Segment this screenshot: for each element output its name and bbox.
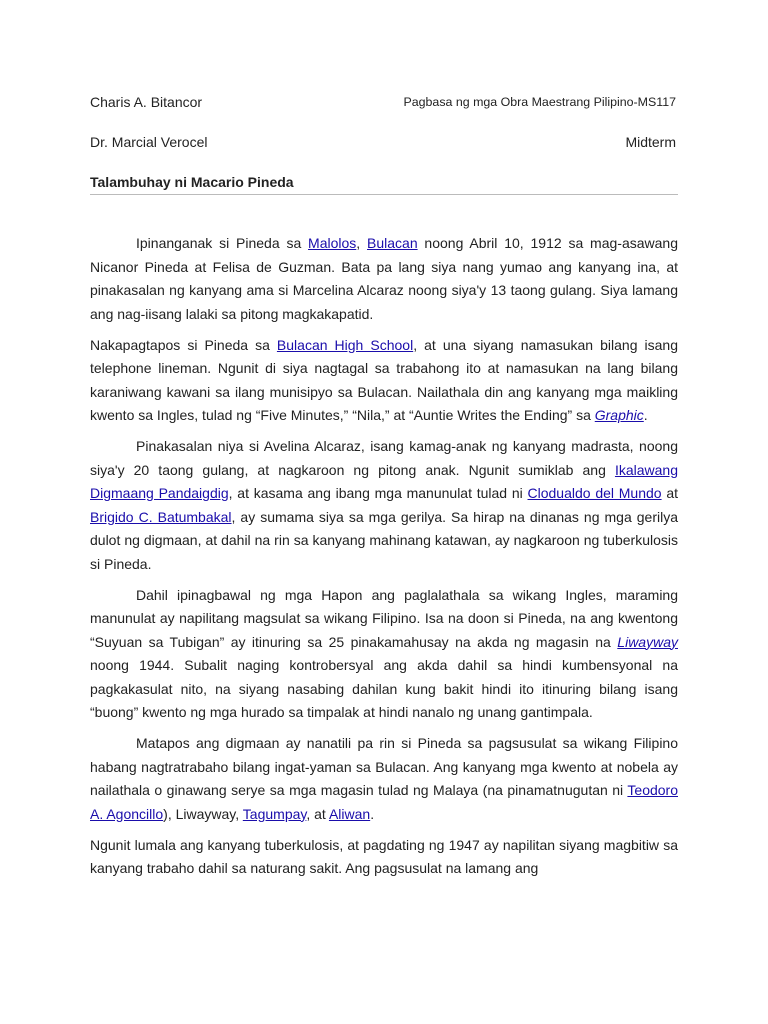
paragraph-text: ), Liwayway, xyxy=(163,805,243,822)
paragraph-text: . xyxy=(643,407,648,423)
inline-link[interactable]: Ikalawang Digmaang Pandaigdig xyxy=(90,461,678,501)
paragraph-text: at xyxy=(661,485,679,501)
body-paragraph xyxy=(90,232,678,326)
inline-link[interactable]: Graphic xyxy=(594,407,644,423)
inline-link[interactable]: Malolos xyxy=(308,235,357,251)
paragraph-text: Pinakasalan niya si Avelina Alcaraz, isang kamag-anak ng kanyang madrasta, noong siya'y 20 taong gulang, at nagkaroon ng pitong anak. Ngunit sumiklab ang xyxy=(90,438,678,478)
inline-link[interactable]: Clodualdo del Mundo xyxy=(527,485,662,501)
paragraph-text: Nakapagtapos si Pineda sa xyxy=(90,336,277,353)
inline-link[interactable]: Bulacan xyxy=(367,235,418,251)
paragraph-text: noong Abril 10, 1912 sa mag-asawang Nicanor Pineda at Felisa de Guzman. Bata pa lang siya nang yumao ang kanyang ina, at pinakasalan ng kanyang ama si Marcelina Alcaraz noong siya'y 13 taong gulang. Siya lamang ang nag-iisang lalaki sa pitong magkakapatid. xyxy=(90,235,678,322)
paragraph-text: , at xyxy=(306,805,329,822)
body-paragraph xyxy=(90,584,678,725)
author-name: Charis A. Bitancor xyxy=(90,94,203,110)
body-paragraph xyxy=(90,334,678,428)
instructor-name: Dr. Marcial Verocel xyxy=(90,134,208,150)
course-title: Pagbasa ng mga Obra Maestrang Pilipino-MS117 xyxy=(403,95,676,109)
header-row-1 xyxy=(90,94,676,116)
inline-link[interactable]: Liwayway xyxy=(617,633,678,650)
paragraph-text: Ngunit lumala ang kanyang tuberkulosis, at pagdating ng 1947 ay napilitan siyang magbitiw sa kanyang trabaho dahil sa naturang sakit. Ang pagsusulat na lamang ang xyxy=(90,836,678,876)
body-paragraph xyxy=(90,732,678,826)
paragraph-text: Matapos ang digmaan ay nanatili pa rin si Pineda sa pagsusulat sa wikang Filipino habang nagtratrabaho bilang ingat-yaman sa Bulacan. Ang kanyang mga kwento at nobela ay nailathala o ginawang serye sa mga magasin tulad ng Malaya (na pinamatnugutan ni xyxy=(90,735,678,798)
exam-label: Midterm xyxy=(625,134,676,150)
paragraph-text: , xyxy=(356,235,368,251)
paragraph-text: Dahil ipinagbawal ng mga Hapon ang paglalathala sa wikang Ingles, maraming manunulat ay napilitang magsulat sa wikang Filipino. Isa na doon si Pineda, na ang kwentong “Suyuan sa Tubigan” ay itinuring sa 25 pinakamahusay na akda ng magasin na xyxy=(90,586,678,650)
paragraph-text: , ay sumama siya sa mga gerilya. Sa hirap na dinanas ng mga gerilya dulot ng digmaan, at dahil na rin sa kanyang mahinang katawan, ay nagkaroon ng tuberkulosis si Pineda. xyxy=(90,508,678,572)
body-paragraph xyxy=(90,435,678,576)
inline-link[interactable]: Tagumpay xyxy=(242,805,307,822)
paragraph-text: , at una siyang namasukan bilang isang telephone lineman. Ngunit di siya nagtagal sa trabahong ito at namasukan na lang bilang karaniwang kawani sa ilang munisipyo sa Bulacan. Nailathala din ang kanyang mga maikling kwento sa Ingles, tulad ng “Five Minutes,” “Nila,” at “Auntie Writes the Ending” sa xyxy=(90,336,678,423)
paragraph-text: . xyxy=(370,805,375,822)
document-body xyxy=(90,232,678,888)
inline-link[interactable]: Brigido C. Batumbakal xyxy=(90,508,232,525)
document-title: Talambuhay ni Macario Pineda xyxy=(90,174,678,195)
paragraph-text: noong 1944. Subalit naging kontrobersyal ang akda dahil sa hindi kumbensyonal na pagkakasulat nito, na siyang nasabing dahilan kung bakit hindi ito itinuring bilang isang “buong” kwento ng mga hurado sa timpalak at hindi nanalo ng unang gantimpala. xyxy=(90,657,678,720)
inline-link[interactable]: Aliwan xyxy=(328,805,371,822)
inline-link[interactable]: Teodoro A. Agoncillo xyxy=(90,782,678,822)
header-row-2 xyxy=(90,134,676,156)
paragraph-text: Ipinanganak si Pineda sa xyxy=(136,235,309,251)
paragraph-text: , at kasama ang ibang mga manunulat tulad ni xyxy=(228,485,528,501)
inline-link[interactable]: Bulacan High School xyxy=(276,336,414,353)
body-paragraph xyxy=(90,834,678,881)
